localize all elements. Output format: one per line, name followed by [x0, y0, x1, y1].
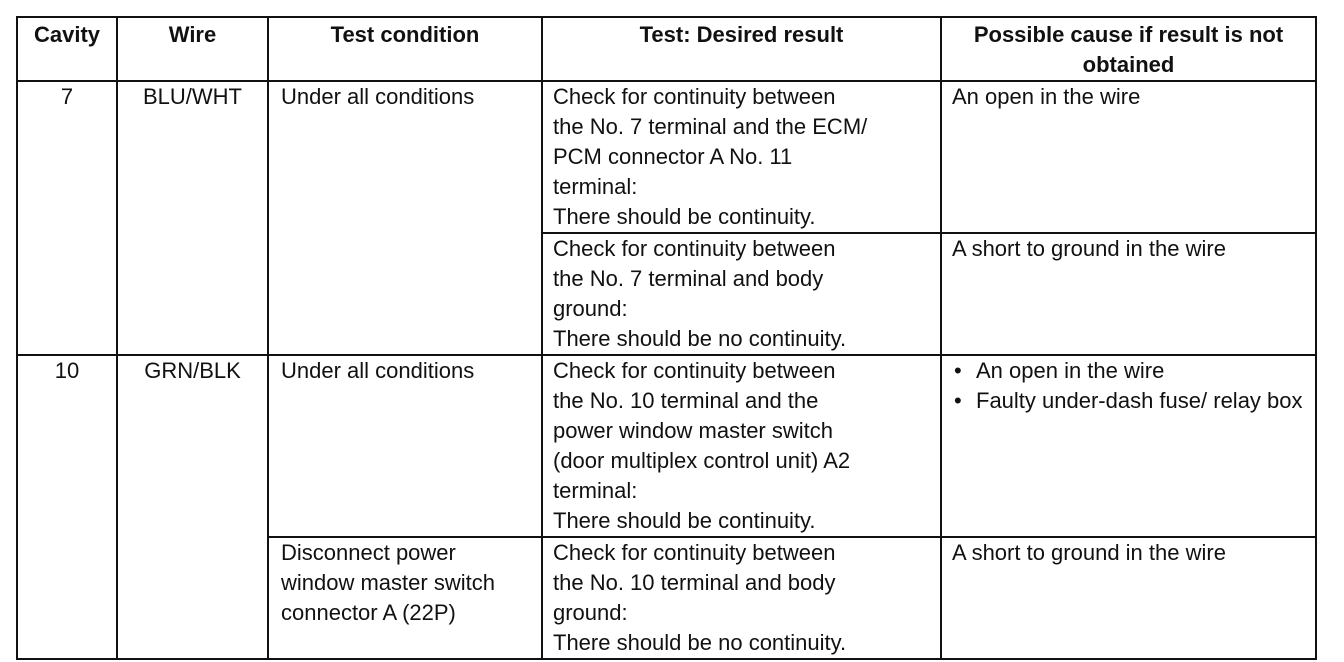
result-line: There should be no continuity.: [553, 326, 847, 351]
header-possible-cause: Possible cause if result is not obtained: [941, 17, 1316, 81]
possible-cause-cell: [941, 355, 1316, 537]
result-line: the No. 7 terminal and the ECM/: [553, 114, 868, 139]
header-test-condition: Test condition: [268, 17, 542, 81]
cause-list: [952, 356, 1305, 416]
result-line: There should be continuity.: [553, 204, 816, 229]
desired-result-cell: [542, 233, 941, 355]
result-line: There should be no continuity.: [553, 630, 847, 655]
result-line: (door multiplex control unit) A2: [553, 448, 851, 473]
result-line: Check for continuity between: [553, 236, 836, 261]
wiring-test-table: [16, 16, 1317, 660]
result-line: Check for continuity between: [553, 540, 836, 565]
result-line: terminal:: [553, 174, 638, 199]
possible-cause-cell: A short to ground in the wire: [941, 537, 1316, 659]
wire-cell: GRN/BLK: [117, 355, 268, 659]
cavity-cell: 10: [17, 355, 117, 659]
result-line: Check for continuity between: [553, 358, 836, 383]
result-line: There should be continuity.: [553, 508, 816, 533]
table-row: [17, 355, 1316, 537]
test-condition-cell: Under all conditions: [268, 81, 542, 355]
test-condition-cell: Under all conditions: [268, 355, 542, 537]
test-condition-cell: Disconnect power window master switch connector A (22P): [268, 537, 542, 659]
header-wire: Wire: [117, 17, 268, 81]
result-line: Check for continuity between: [553, 84, 836, 109]
possible-cause-cell: An open in the wire: [941, 81, 1316, 233]
desired-result-cell: [542, 81, 941, 233]
result-line: the No. 10 terminal and the: [553, 388, 819, 413]
table-header-row: [17, 17, 1316, 81]
result-line: the No. 10 terminal and body: [553, 570, 836, 595]
possible-cause-cell: A short to ground in the wire: [941, 233, 1316, 355]
result-line: power window master switch: [553, 418, 833, 443]
cause-list-item: • An open in the wire: [952, 356, 1305, 386]
header-cavity: Cavity: [17, 17, 117, 81]
wire-cell: BLU/WHT: [117, 81, 268, 355]
cause-list-item: • Faulty under-dash fuse/ relay box: [952, 386, 1305, 416]
result-line: PCM connector A No. 11: [553, 144, 793, 169]
desired-result-cell: [542, 537, 941, 659]
header-desired-result: Test: Desired result: [542, 17, 941, 81]
result-line: ground:: [553, 600, 628, 625]
cavity-cell: 7: [17, 81, 117, 355]
result-line: terminal:: [553, 478, 638, 503]
table-row: [17, 81, 1316, 233]
result-line: ground:: [553, 296, 628, 321]
result-line: the No. 7 terminal and body: [553, 266, 824, 291]
desired-result-cell: [542, 355, 941, 537]
